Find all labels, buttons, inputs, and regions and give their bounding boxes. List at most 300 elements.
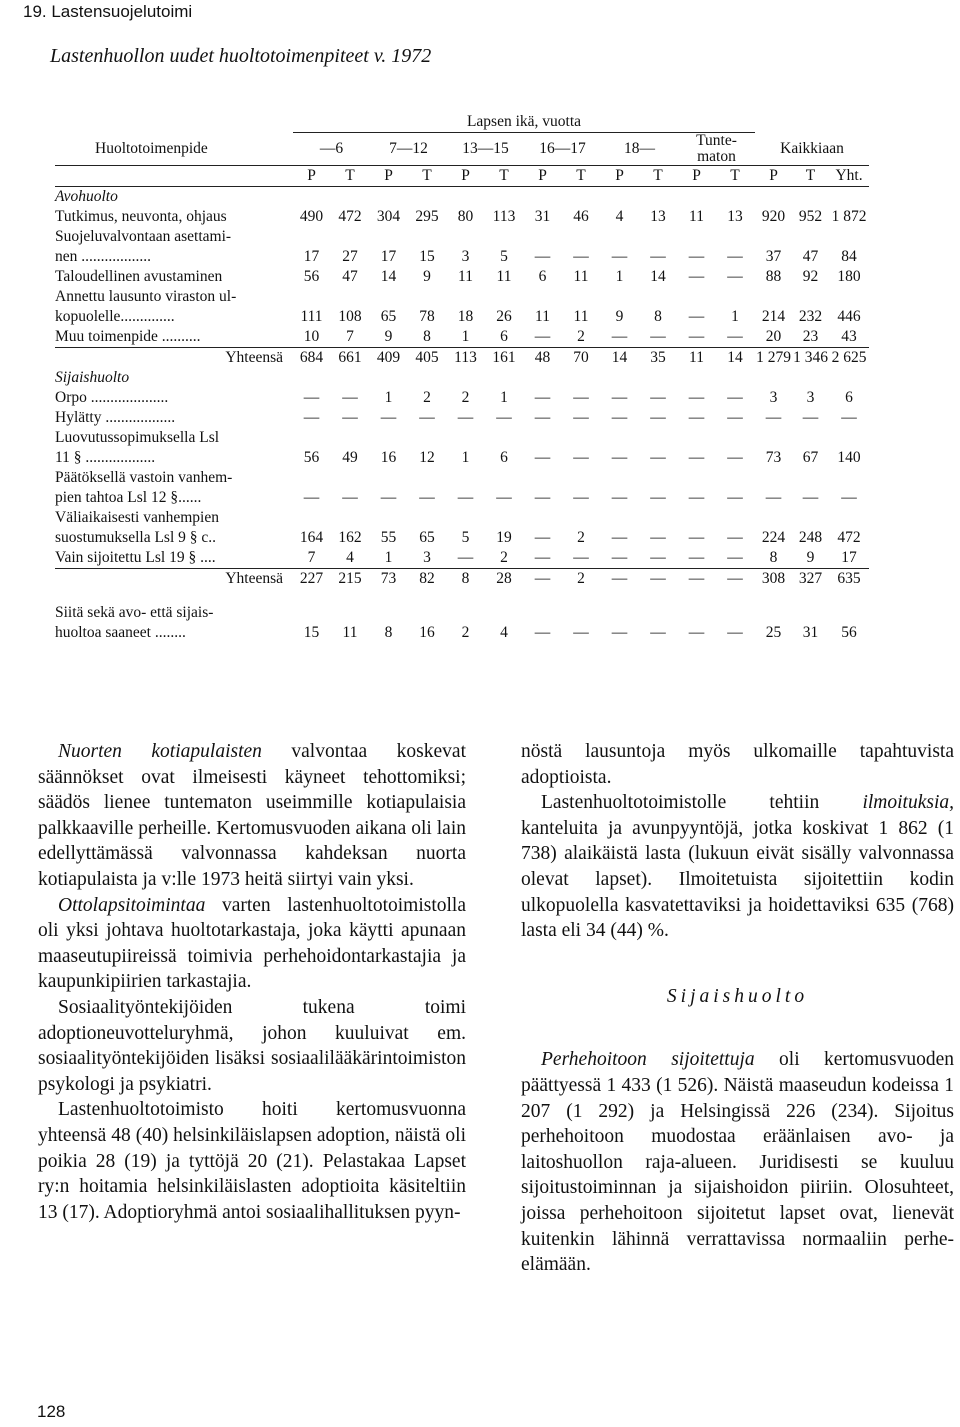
table-cell: —: [688, 449, 705, 466]
table-cell: 47: [342, 268, 358, 285]
table-cell: 227: [299, 570, 324, 587]
table-cell: 1: [447, 327, 484, 348]
table-cell: [561, 287, 601, 307]
table-cell: [293, 508, 330, 528]
table-cell: [447, 468, 484, 488]
table-cell: 14: [727, 349, 743, 366]
table-cell: —: [650, 389, 666, 406]
table-cell: —: [688, 268, 705, 285]
sub-column-header: T: [407, 166, 447, 187]
table-cell: 10: [293, 327, 330, 348]
table-cell: 490: [299, 208, 324, 225]
table-cell: 65: [380, 308, 397, 325]
table-cell: 6: [538, 268, 547, 285]
table-cell: —: [611, 624, 628, 641]
table-cell: —: [611, 449, 628, 466]
table-row: [55, 267, 869, 287]
table-cell: [407, 468, 447, 488]
table-cell: —: [611, 409, 628, 426]
table-cell: [601, 468, 638, 488]
table-row: [55, 488, 869, 508]
table-cell: —: [688, 489, 705, 506]
table-cell: 2: [561, 327, 601, 348]
table-cell: 65: [419, 529, 435, 546]
table-cell: [678, 603, 715, 623]
table-cell: [829, 287, 869, 307]
table-cell: [715, 603, 755, 623]
table-cell: 7: [330, 327, 370, 348]
table-cell: 48: [534, 349, 551, 366]
table-cell: [715, 468, 755, 488]
table-cell: 2: [577, 529, 585, 546]
table-cell: 56: [841, 624, 857, 641]
table-cell: 108: [338, 308, 362, 325]
table-cell: [792, 428, 829, 448]
table-cell: [601, 603, 638, 623]
table-cell: [715, 428, 755, 448]
table-cell: 6: [500, 449, 508, 466]
table-cell: [715, 227, 755, 247]
table-cell: [792, 468, 829, 488]
table-cell: 1: [500, 389, 508, 406]
table-cell: 16: [419, 624, 435, 641]
table-cell: 2: [423, 389, 431, 406]
table-cell: —: [678, 327, 715, 348]
table-row: [55, 287, 869, 307]
table-cell: 635: [837, 570, 861, 587]
table-cell: —: [342, 389, 358, 406]
table-cell: —: [534, 570, 551, 587]
table-cell: —: [561, 548, 601, 569]
table-cell: 37: [765, 248, 782, 265]
table-row: [55, 388, 869, 408]
table-cell: —: [727, 489, 743, 506]
table-cell: [293, 428, 330, 448]
paragraph: Sosiaalityöntekijöiden tukena toimi adoptioneuvotteluryhmä, johon kuuluivat em. sosiaalityöntekijöiden lisäksi sosiaalilääkärintoimiston psykologi ja psykiatri.: [38, 996, 466, 1095]
table-cell: [601, 428, 638, 448]
table-cell: 46: [573, 208, 589, 225]
sub-column-header: P: [447, 166, 484, 187]
table-cell: [293, 603, 330, 623]
table-cell: 88: [765, 268, 782, 285]
table-cell: [407, 603, 447, 623]
table-cell: 70: [573, 349, 589, 366]
age-group-header: —6: [319, 140, 344, 157]
table-cell: 17: [829, 548, 869, 569]
table-cell: [484, 428, 524, 448]
row-label: nen ..................: [55, 248, 152, 265]
table-cell: [330, 508, 370, 528]
table-cell: 180: [837, 268, 861, 285]
table-row: [55, 247, 869, 267]
table-cell: 7: [293, 548, 330, 569]
table-cell: [755, 603, 792, 623]
table-cell: 248: [798, 529, 823, 546]
subheading: Sijaishuolto: [666, 985, 809, 1007]
table-cell: 295: [415, 208, 439, 225]
table-cell: [447, 508, 484, 528]
sub-column-header: Yht.: [829, 166, 869, 187]
table-cell: 18: [457, 308, 474, 325]
table-cell: —: [601, 327, 638, 348]
table-cell: 920: [761, 208, 786, 225]
table-cell: 14: [650, 268, 666, 285]
table-cell: 13: [727, 208, 743, 225]
row-label: Taloudellinen avustaminen: [55, 268, 223, 285]
table-cell: [370, 603, 407, 623]
age-group-heading: Lapsen ikä, vuotta: [293, 112, 755, 133]
table-cell: 35: [650, 349, 666, 366]
row-label: Luovutussopimuksella Lsl: [55, 429, 220, 446]
table-row: [55, 207, 869, 227]
table-row: [55, 428, 869, 448]
table-cell: [678, 468, 715, 488]
table-cell: 14: [611, 349, 628, 366]
table-cell: 232: [798, 308, 823, 325]
total-row: [55, 348, 869, 369]
table-cell: [829, 603, 869, 623]
table-cell: 214: [761, 308, 786, 325]
table-cell: —: [727, 409, 743, 426]
paragraph: Ottolapsitoimintaa varten lastenhuoltotoimistolla oli yksi johtava huoltotarkastaja, joka käytti apunaan maaseutupiireissä toimivia perhehoidontarkastajia ja kaupunkipiirien tarkastajia.: [38, 894, 466, 993]
row-label: pien tahtoa Lsl 12 §......: [55, 489, 202, 506]
row-label: Hylätty ..................: [55, 409, 176, 426]
table-cell: 1 279: [756, 349, 791, 366]
table-cell: 2 625: [831, 349, 867, 366]
table-cell: [792, 227, 829, 247]
row-label: Annettu lausunto viraston ul-: [55, 288, 237, 305]
table-cell: —: [303, 409, 320, 426]
table-cell: [638, 287, 678, 307]
table-cell: 49: [342, 449, 358, 466]
table-cell: [829, 468, 869, 488]
table-cell: 224: [761, 529, 786, 546]
table-cell: 78: [419, 308, 435, 325]
table-cell: —: [496, 409, 512, 426]
row-label: Orpo ....................: [55, 389, 169, 406]
table-cell: 1: [461, 449, 470, 466]
table-cell: 952: [798, 208, 823, 225]
table-cell: —: [727, 389, 743, 406]
table-row: [55, 448, 869, 468]
table-cell: [755, 227, 792, 247]
table-cell: 11: [496, 268, 512, 285]
table-cell: [678, 428, 715, 448]
table-cell: 472: [338, 208, 362, 225]
table-cell: —: [688, 570, 705, 587]
table-cell: 82: [419, 570, 435, 587]
table-cell: 2: [461, 624, 470, 641]
table-cell: [524, 227, 561, 247]
table-cell: 9: [615, 308, 624, 325]
paragraph: Lastenhuoltotoimisto hoiti kertomusvuonna yhteensä 48 (40) helsinkiläislapsen adoption, näistä oli poikia 28 (19) ja tyttöjä 20 (21). Pelastakaa Lapset ry:n hoitamia helsinkiläislasten adoptioita käsiteltiin 13 (17). Adoptioryhmä antoi sosiaalihallituksen pyyn-: [38, 1099, 466, 1223]
table-cell: —: [303, 489, 320, 506]
table-cell: 2: [461, 389, 470, 406]
table-cell: 16: [380, 449, 397, 466]
table-cell: [524, 603, 561, 623]
table-cell: 446: [837, 308, 861, 325]
table-cell: [601, 227, 638, 247]
table-cell: 80: [457, 208, 474, 225]
table-cell: —: [688, 624, 705, 641]
table-cell: [638, 227, 678, 247]
table-cell: —: [573, 248, 589, 265]
table-cell: [484, 287, 524, 307]
table-cell: —: [611, 248, 628, 265]
table-cell: 67: [802, 449, 819, 466]
table-cell: —: [380, 489, 397, 506]
table-cell: —: [601, 548, 638, 569]
table-cell: —: [650, 570, 666, 587]
row-label: Päätöksellä vastoin vanhem-: [55, 469, 233, 486]
table-cell: —: [765, 409, 782, 426]
table-cell: 8: [654, 308, 662, 325]
table-cell: 1: [731, 308, 739, 325]
table-cell: 31: [534, 208, 551, 225]
table-cell: —: [534, 449, 551, 466]
table-cell: [447, 227, 484, 247]
table-cell: —: [303, 389, 320, 406]
table-cell: 4: [615, 208, 624, 225]
table-cell: —: [611, 529, 628, 546]
table-cell: —: [727, 624, 743, 641]
table-cell: [370, 428, 407, 448]
table-cell: [370, 287, 407, 307]
table-cell: 3: [806, 389, 815, 406]
table-cell: 6: [845, 389, 853, 406]
table-row: [55, 528, 869, 548]
row-label: Tutkimus, neuvonta, ohjaus: [55, 208, 227, 225]
table-cell: [829, 227, 869, 247]
table-cell: —: [573, 449, 589, 466]
paragraph: Perhehoitoon sijoitettuja oli kertomusvuoden päättyessä 1 433 (1 526). Näistä maaseudun kodeissa 1 207 (1 292) ja Helsingissä 226 (234). Sijoitus perhehoitoon muodostaa eräänlaisen avo- ja laitoshuollon raja-alueen. Juridisesti se kuuluu sijoitustoiminnan ja sijaishoidon piiriin. Olosuhteet, joissa perhehoitoon sijoitetut lapset ovat, lienevät kuitenkin lähinnä verrattavissa normaaliin perhe-elämään.: [521, 1049, 954, 1276]
table-cell: [447, 428, 484, 448]
sub-column-header: P: [524, 166, 561, 187]
table-cell: 56: [303, 268, 320, 285]
table-cell: 111: [300, 308, 323, 325]
sub-column-header: T: [638, 166, 678, 187]
right-text-column: [521, 739, 954, 1278]
table-cell: 8: [755, 548, 792, 569]
table-cell: [638, 603, 678, 623]
table-cell: —: [342, 489, 358, 506]
table-cell: [755, 468, 792, 488]
table-cell: 8: [407, 327, 447, 348]
paragraph: Nuorten kotiapulaisten valvontaa koskevat säännökset ovat ilmeisesti käyneet tehottomiksi; säädös lienee tuntematon useimmille kotiapulaisia palkkaaville perheille. Kertomusvuoden aikana oli lain edellyttämässä valvonnassa kahdeksan nuorta kotiapulaista ja v:lle 1973 heitä siirtyi vain yksi.: [38, 741, 467, 890]
table-row: [55, 307, 869, 327]
table-cell: [524, 287, 561, 307]
table-cell: 113: [454, 349, 477, 366]
table-row: [55, 548, 869, 569]
table-cell: —: [650, 449, 666, 466]
table-cell: [370, 468, 407, 488]
table-cell: 684: [299, 349, 324, 366]
row-label: kopuolelle..............: [55, 308, 175, 325]
table-cell: 661: [338, 349, 362, 366]
table-cell: 17: [380, 248, 397, 265]
table-cell: —: [611, 389, 628, 406]
row-label: Suojeluvalvontaan asettami-: [55, 228, 232, 245]
table-cell: [330, 468, 370, 488]
table-cell: 113: [492, 208, 516, 225]
left-text-column: [38, 739, 466, 1225]
table-cell: [370, 227, 407, 247]
table-cell: 5: [461, 529, 470, 546]
table-cell: [792, 603, 829, 623]
table-cell: [484, 508, 524, 528]
table-cell: 304: [376, 208, 401, 225]
table-cell: [447, 603, 484, 623]
table-cell: —: [650, 624, 666, 641]
table-cell: 3: [461, 248, 470, 265]
table-cell: [561, 508, 601, 528]
table-cell: [484, 468, 524, 488]
table-cell: —: [534, 248, 551, 265]
table-cell: —: [638, 548, 678, 569]
table-row: [55, 408, 869, 428]
table-cell: 3: [769, 389, 778, 406]
table-row: [55, 623, 869, 643]
table-row: [55, 227, 869, 247]
table-cell: 20: [755, 327, 792, 348]
table-cell: [330, 603, 370, 623]
table-cell: [561, 227, 601, 247]
table-cell: —: [496, 489, 512, 506]
table-cell: [293, 468, 330, 488]
table-cell: 1: [384, 389, 393, 406]
table-row: [55, 603, 869, 623]
row-label: suostumuksella Lsl 9 § c..: [55, 529, 217, 546]
table-cell: —: [524, 548, 561, 569]
table-cell: [638, 468, 678, 488]
table-cell: 1: [370, 548, 407, 569]
table-cell: —: [419, 489, 435, 506]
page-number: 128: [37, 1402, 66, 1421]
table-cell: —: [534, 489, 551, 506]
table-cell: [330, 227, 370, 247]
table-cell: 11: [458, 268, 473, 285]
table-cell: 308: [761, 570, 786, 587]
table-cell: [601, 508, 638, 528]
table-cell: —: [688, 248, 705, 265]
table-cell: [484, 603, 524, 623]
table-cell: —: [534, 529, 551, 546]
paragraph: nöstä lausuntoja myös ulkomaille tapahtuvista adoptioista.: [521, 741, 954, 788]
table-cell: 6: [484, 327, 524, 348]
row-label: Yhteensä: [225, 570, 283, 587]
table-cell: 164: [299, 529, 324, 546]
table-cell: [524, 508, 561, 528]
age-group-header: Kaikkiaan: [780, 139, 844, 157]
table-cell: 84: [841, 248, 857, 265]
table-cell: —: [650, 489, 666, 506]
table-cell: [792, 287, 829, 307]
table-cell: 409: [376, 349, 401, 366]
table-cell: 11: [689, 208, 704, 225]
table-cell: 43: [829, 327, 869, 348]
table-cell: —: [573, 489, 589, 506]
table-cell: [330, 287, 370, 307]
table-cell: —: [727, 529, 743, 546]
table-cell: 23: [792, 327, 829, 348]
sub-column-header: P: [678, 166, 715, 187]
table-cell: —: [688, 389, 705, 406]
table-cell: 14: [380, 268, 397, 285]
table-cell: 11: [535, 308, 550, 325]
age-group-header: 7—12: [389, 140, 428, 157]
table-cell: —: [611, 570, 628, 587]
table-cell: 28: [496, 570, 512, 587]
table-cell: —: [727, 570, 743, 587]
table-cell: —: [524, 327, 561, 348]
table-cell: 15: [419, 248, 435, 265]
table-cell: 4: [330, 548, 370, 569]
table-cell: 26: [496, 308, 512, 325]
table-row: [55, 508, 869, 528]
table-cell: [447, 287, 484, 307]
table-cell: 13: [650, 208, 666, 225]
table-cell: 1 346: [793, 349, 828, 366]
table-cell: —: [611, 489, 628, 506]
table-cell: [829, 428, 869, 448]
row-label: Siitä sekä avo- että sijais-: [55, 604, 214, 621]
table-cell: [638, 428, 678, 448]
table-cell: 12: [419, 449, 435, 466]
table-cell: 405: [415, 349, 439, 366]
table-cell: [407, 287, 447, 307]
table-cell: 140: [837, 449, 861, 466]
sub-column-header: P: [293, 166, 330, 187]
table-cell: —: [802, 409, 819, 426]
table-cell: [755, 508, 792, 528]
table-cell: —: [715, 327, 755, 348]
table-cell: [678, 287, 715, 307]
table-cell: —: [727, 449, 743, 466]
table-row: [55, 468, 869, 488]
table-cell: —: [342, 409, 358, 426]
table-cell: —: [688, 409, 705, 426]
table-cell: 11: [573, 308, 589, 325]
table-cell: [678, 508, 715, 528]
table-cell: 19: [496, 529, 512, 546]
table-cell: —: [715, 548, 755, 569]
table-cell: —: [447, 548, 484, 569]
table-cell: [407, 428, 447, 448]
table-cell: 162: [338, 529, 362, 546]
age-group-header: Tunte-maton: [696, 132, 737, 165]
table-cell: —: [727, 268, 743, 285]
table-cell: [370, 508, 407, 528]
table-cell: [715, 287, 755, 307]
table-cell: —: [765, 489, 782, 506]
table-cell: [829, 508, 869, 528]
table-cell: —: [650, 248, 666, 265]
row-label: huoltoa saaneet ........: [55, 624, 186, 641]
table-cell: 92: [802, 268, 819, 285]
table-cell: 31: [802, 624, 819, 641]
paragraph: Lastenhuoltotoimistolle tehtiin ilmoituksia, kanteluita ja avunpyyntöjä, jotka koskivat 1 862 (1 738) alaikäistä lasta (lukuun eivät sisälly valvonnassa olevat lapset). Ilmoitetuista sijoitettiin kodin ulkopuolella kasvatettaviksi ja hoidettaviksi 635 (768) lasta eli 34 (44) %.: [521, 792, 954, 942]
table-cell: 2: [484, 548, 524, 569]
statistics-table: [55, 112, 869, 643]
table-cell: 11: [573, 268, 589, 285]
table-cell: 47: [802, 248, 819, 265]
table-cell: [524, 468, 561, 488]
table-cell: —: [688, 529, 705, 546]
table-cell: 9: [370, 327, 407, 348]
table-cell: —: [534, 389, 551, 406]
table-cell: [293, 227, 330, 247]
table-cell: 9: [792, 548, 829, 569]
